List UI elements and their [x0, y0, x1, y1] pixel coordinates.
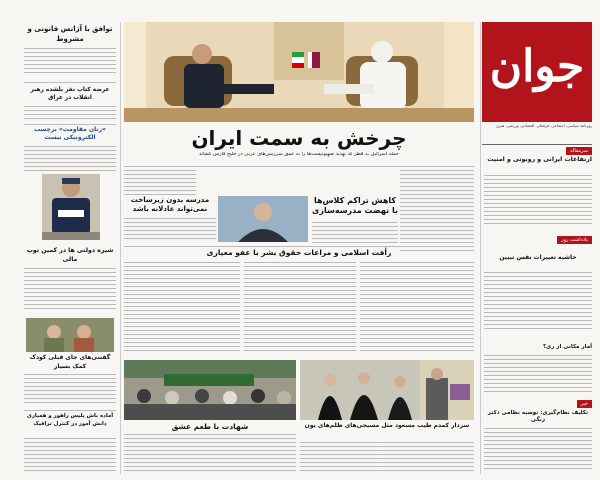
left-body-5: [24, 374, 116, 406]
story4-body-mid: [244, 262, 356, 352]
left-item-2[interactable]: عرضه کتاب نفر بلشده رهبر انقلاب در عراق: [30, 87, 110, 101]
main-photo-meeting: [124, 22, 474, 122]
main-lead: حمله اسرائیل به قطر که تهدید صهیونیست‌ها را به عمق سرزمین‌های عربی در خلیج فارس کشاند: [199, 152, 399, 157]
right-body-1: [484, 175, 592, 227]
story4-headline[interactable]: رأفت اسلامی و مراعات حقوق بشر با عفو معیاری: [206, 248, 392, 257]
story2-photo-official: [218, 196, 308, 242]
left-body-4: [24, 268, 116, 312]
masthead-logo: جوان: [489, 41, 585, 92]
masthead: [482, 22, 592, 122]
right-headline-2[interactable]: حاشیه تغییرات نفس تبیین: [499, 254, 577, 261]
bottom-body-right: [300, 442, 474, 472]
left-body-2: [24, 106, 116, 120]
story4-body-left: [124, 262, 240, 352]
left-item-4[interactable]: شیره دولتی ها در کمین توپ مالی: [26, 247, 114, 263]
main-body-2: [124, 170, 196, 196]
main-body-1: [400, 170, 474, 252]
right-tag-note: یادداشت روز: [557, 236, 592, 244]
left-body-1: [24, 48, 116, 76]
right-body-3: [484, 355, 592, 395]
caption-right[interactable]: سردار کمدم طیب مسعود مثل مسیحی‌های ظلم‌های یون: [304, 422, 470, 429]
story3-headline[interactable]: کاهش تراکم کلاس‌ها با نهضت مدرسه‌سازی: [312, 196, 398, 215]
right-tag-news: خبر: [577, 400, 592, 408]
story2-body: [124, 218, 216, 242]
photo-mothers-portraits: [300, 360, 474, 420]
photo-funeral-crowd: [124, 360, 296, 420]
story2-headline[interactable]: مدرسه بدون زیرساخت نمی‌تواند عادلانه باشد: [130, 196, 210, 213]
story3-body: [312, 222, 398, 244]
right-headline-3[interactable]: آمار مکانی از ری؟: [542, 344, 592, 350]
left-item-6[interactable]: آماده باش پلیس راهور و همیاری دانش آموز در کنترل ترافیک: [26, 413, 114, 427]
left-body-3: [24, 146, 116, 172]
right-body-4: [484, 428, 592, 472]
masthead-tagline: روزنامه سیاسی، اجتماعی، فرهنگی، اقتصادی، ورزشی، هنری: [496, 124, 592, 128]
right-tag-editorial: سرمقاله: [566, 147, 592, 155]
left-body-6: [24, 438, 116, 472]
right-headline-4[interactable]: تکلیف نظام‌گیری: توصیه نظامی دکتر زنگی: [487, 410, 589, 423]
left-photo-press-reporter: [42, 174, 100, 240]
right-headline-1[interactable]: ارتفاعات ایرانی و روبوتی و امنیت: [487, 156, 592, 163]
right-body-2: [484, 272, 592, 332]
left-item-5[interactable]: گفتنی‌های جای قبلی کودک کمک بسیار: [29, 354, 111, 370]
left-item-1[interactable]: توافق با آژانس قانونی و مشروط: [27, 25, 113, 43]
main-headline[interactable]: چرخش به سمت ایران: [191, 126, 407, 150]
left-photo-school: [26, 318, 114, 352]
caption-left[interactable]: شهادت با طعم عشق: [171, 422, 249, 431]
left-item-3[interactable]: «زنان مقاومت» برچسب الکترونیکی نیست: [34, 126, 106, 141]
bottom-body-left: [124, 434, 296, 472]
story4-body-right: [360, 262, 474, 352]
